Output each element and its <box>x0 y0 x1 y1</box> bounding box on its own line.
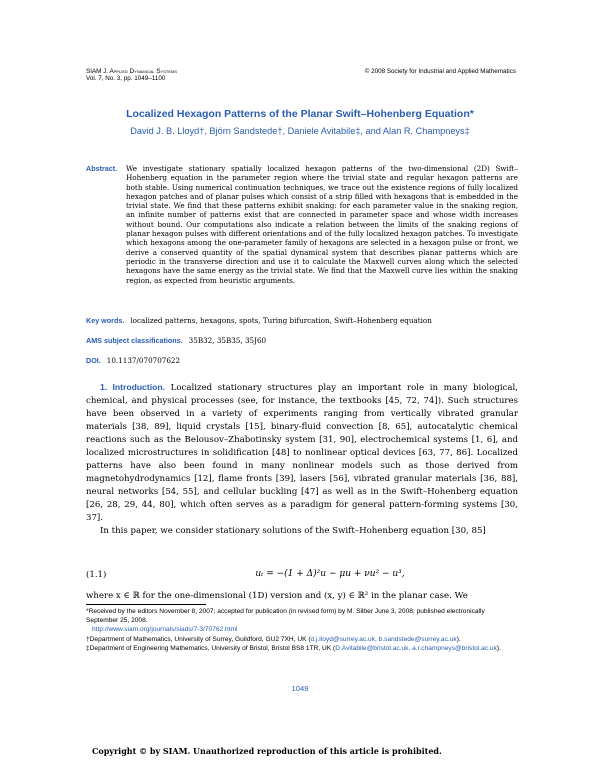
abstract-label: Abstract. <box>86 164 118 173</box>
footnote-bristol: ‡Department of Engineering Mathematics, University of Bristol, Bristol BS8 1TR, UK (D.Avitabile@bristol.ac.uk, a.r.champneys@bristol.ac.uk). <box>86 645 501 653</box>
ams-classification <box>86 336 518 345</box>
doi-label: DOI. <box>86 356 101 365</box>
surrey-emails[interactable]: d.j.lloyd@surrey.ac.uk, b.sandstede@surrey.ac.uk <box>310 635 457 643</box>
footnote-surrey: †Department of Mathematics, University of Surrey, Guildford, GU2 7XH, UK (d.j.lloyd@surrey.ac.uk, b.sandstede@surrey.ac.uk). <box>86 635 461 643</box>
ams-label: AMS subject classifications. <box>86 336 183 345</box>
doi-text[interactable]: 10.1137/070707622 <box>106 356 181 365</box>
keywords-text: localized patterns, hexagons, spots, Turing bifurcation, Swift–Hohenberg equation <box>130 316 432 325</box>
equation-number: (1.1) <box>86 570 107 580</box>
journal-name: SIAM J. Applied Dynamical Systems <box>86 68 178 75</box>
header-copyright: © 2008 Society for Industrial and Applied Mathematics <box>364 68 516 75</box>
running-header <box>86 68 177 83</box>
abstract-text: We investigate stationary spatially localized hexagon patterns of the two-dimensional (2D) Swift–Hohenberg equation in the parameter region where the trivial state and regular hexagon patterns are both stable. Using numerical continuation techniques, we trace out the existence regions of fully localized hexagon patches and of planar pulses which consist of a strip filled with hexagons that is embedded in the trivial state. We find that these patterns exhibit snaking: for each parameter value in the snaking region, an infinite number of patterns exist that are connected in parameter space and whose width increases without bound. Our computations also indicate a relation between the limits of the snaking regions of planar hexagon pulses with different orientations and of the fully localized hexagon patches. To investigate which hexagons among the one-parameter family of hexagons are selected in a hexagon pulse or front, we derive a conserved quantity of the spatial dynamical system that describes planar patterns which are periodic in the transverse direction and use it to calculate the Maxwell curves along which the selected hexagons have the same energy as the trivial state. We find that the Maxwell curve lies within the snaking region, as expected from heuristic arguments. <box>126 164 518 285</box>
ams-text: 35B32, 35B35, 35J60 <box>188 336 267 345</box>
abstract <box>86 164 518 285</box>
section-heading: 1. Introduction. <box>100 382 165 392</box>
keywords <box>86 316 518 325</box>
post-equation-text: where x ∈ ℝ for the one-dimensional (1D) version and (x, y) ∈ ℝ² in the planar case. We <box>86 591 468 601</box>
paper-title: Localized Hexagon Patterns of the Planar Swift–Hohenberg Equation* <box>126 108 474 120</box>
keywords-label: Key words. <box>86 316 125 325</box>
journal-volume: Vol. 7, No. 3, pp. 1049–1100 <box>86 75 166 83</box>
footnote-url[interactable]: http://www.siam.org/journals/siads/7-3/70762.html <box>92 626 238 634</box>
introduction-section <box>86 381 518 538</box>
footnote-divider <box>86 604 206 605</box>
copyright-notice: Copyright © by SIAM. Unauthorized reproduction of this article is prohibited. <box>92 746 442 756</box>
footnotes <box>86 608 518 655</box>
bristol-emails[interactable]: D.Avitabile@bristol.ac.uk, a.r.champneys@bristol.ac.uk <box>335 645 497 653</box>
intro-text-1: Localized stationary structures play an important role in many biological, chemical, and physical processes (see, for instance, the textbooks [45, 72, 74]). Such structures have been observed in a variety of experiments ranging from vertically vibrated granular materials [38, 89], liquid crystals [15], binary-fluid convection [8, 65], autocatalytic chemical reactions such as the Belousov–Zhabotinsky system [31, 90], electrochemical systems [1, 6], and localized microstructures in solidification [48] to nonlinear optical devices [63, 77, 86]. Localized patterns have also been found in many nonlinear models such as those derived from magnetohydrodynamics [12], flame fronts [39], lasers [56], vibrated granular materials [36, 88], neural networks [54, 55], and cellular buckling [47] as well as in the Swift–Hohenberg equation [26, 28, 29, 44, 80], which often serves as a paradigm for general pattern-forming systems [30, 37]. <box>86 383 519 523</box>
footnote-received: *Received by the editors November 8, 2007; accepted for publication (in revised form) by M. Silber June 3, 2008; published electronically September 25, 2008. <box>86 608 485 624</box>
doi <box>86 356 518 365</box>
swift-hohenberg-equation: uₜ = −(1 + Δ)²u − μu + νu² − u³, <box>255 569 405 579</box>
intro-paragraph-1 <box>86 381 518 525</box>
author-list: David J. B. Lloyd†, Björn Sandstede†, Daniele Avitabile‡, and Alan R. Champneys‡ <box>130 126 470 136</box>
page-number: 1049 <box>291 684 309 693</box>
intro-paragraph-2: In this paper, we consider stationary solutions of the Swift–Hohenberg equation [30, 85] <box>100 526 486 536</box>
